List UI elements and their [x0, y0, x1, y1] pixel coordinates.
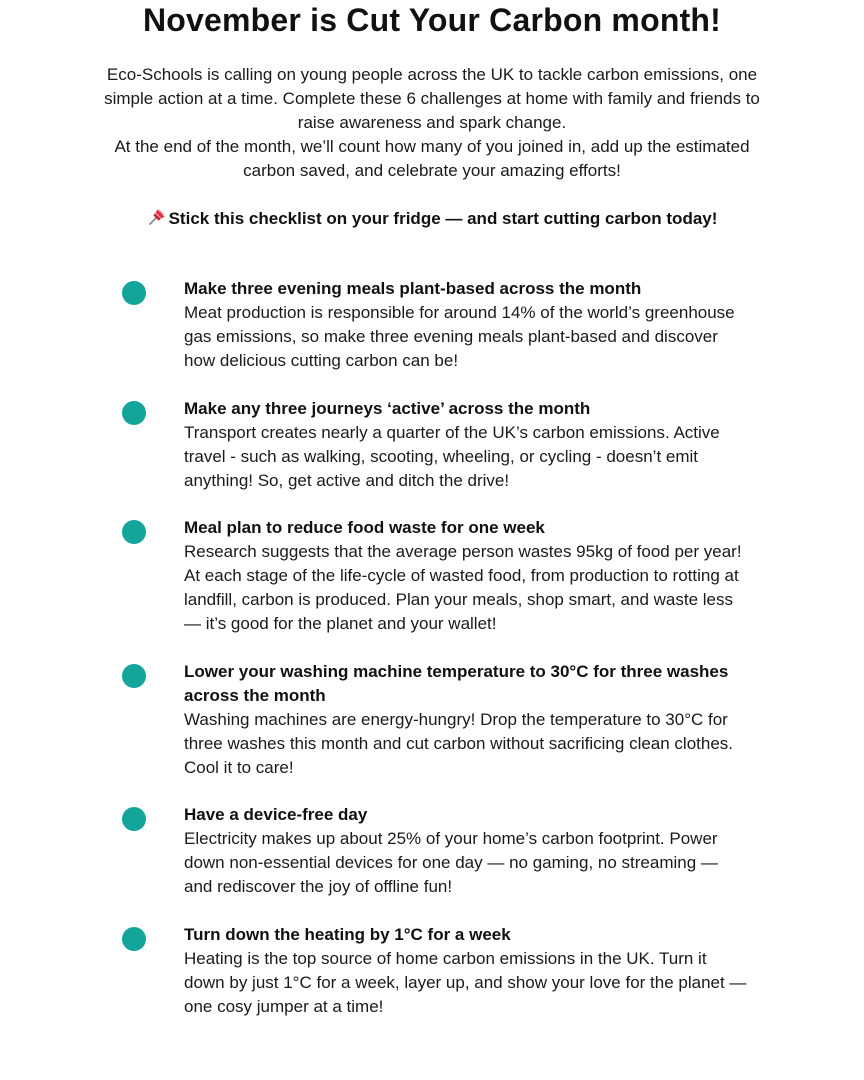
fridge-note: [0, 207, 864, 231]
challenge-title: Make any three journeys ‘active’ across the month: [184, 399, 591, 418]
challenge-text: [184, 516, 749, 636]
intro-paragraph-2: At the end of the month, we’ll count how many of you joined in, add up the estimated carbon saved, and celebrate your amazing efforts!: [114, 137, 750, 180]
challenge-description: Transport creates nearly a quarter of the UK’s carbon emissions. Active travel - such as walking, scooting, wheeling, or cycling - doesn’t emit anything! So, get active and ditch the drive!: [184, 423, 720, 490]
bullet-circle-icon: [122, 520, 146, 544]
challenge-text: [184, 660, 749, 780]
challenge-text: [184, 277, 749, 373]
challenge-text: [184, 923, 749, 1019]
challenge-description: Heating is the top source of home carbon emissions in the UK. Turn it down by just 1°C for a week, layer up, and show your love for the planet — one cosy jumper at a time!: [184, 949, 747, 1016]
intro-text: [100, 63, 764, 183]
challenge-text: [184, 397, 749, 493]
bullet-circle-icon: [122, 807, 146, 831]
intro-paragraph-1: Eco-Schools is calling on young people across the UK to tackle carbon emissions, one simple action at a time. Complete these 6 challenges at home with family and friends to raise awareness and spark change.: [104, 65, 760, 132]
challenge-title: Turn down the heating by 1°C for a week: [184, 925, 511, 944]
bullet-circle-icon: [122, 281, 146, 305]
challenge-text: [184, 803, 749, 899]
bullet-circle-icon: [122, 664, 146, 688]
challenge-description: Electricity makes up about 25% of your home’s carbon footprint. Power down non-essential devices for one day — no gaming, no streaming — and rediscover the joy of offline fun!: [184, 829, 718, 896]
bullet-circle-icon: [122, 401, 146, 425]
pushpin-icon: [147, 207, 167, 227]
page-title: November is Cut Your Carbon month!: [142, 2, 722, 38]
fridge-note-text: Stick this checklist on your fridge — and start cutting carbon today!: [168, 209, 718, 228]
bullet-circle-icon: [122, 927, 146, 951]
challenge-description: Washing machines are energy-hungry! Drop the temperature to 30°C for three washes this month and cut carbon without sacrificing clean clothes. Cool it to care!: [184, 710, 734, 777]
challenge-description: Meat production is responsible for around 14% of the world’s greenhouse gas emissions, so make three evening meals plant-based and discover how delicious cutting carbon can be!: [184, 303, 735, 370]
challenge-title: Have a device-free day: [184, 805, 368, 824]
challenge-title: Make three evening meals plant-based across the month: [184, 279, 642, 298]
challenge-title: Meal plan to reduce food waste for one week: [184, 518, 545, 537]
challenge-description: Research suggests that the average person wastes 95kg of food per year! At each stage of the life-cycle of wasted food, from production to rotting at landfill, carbon is produced. Plan your meals, shop smart, and waste less — it’s good for the planet and your wallet!: [184, 542, 742, 633]
challenge-title: Lower your washing machine temperature to 30°C for three washes across the month: [184, 662, 729, 705]
